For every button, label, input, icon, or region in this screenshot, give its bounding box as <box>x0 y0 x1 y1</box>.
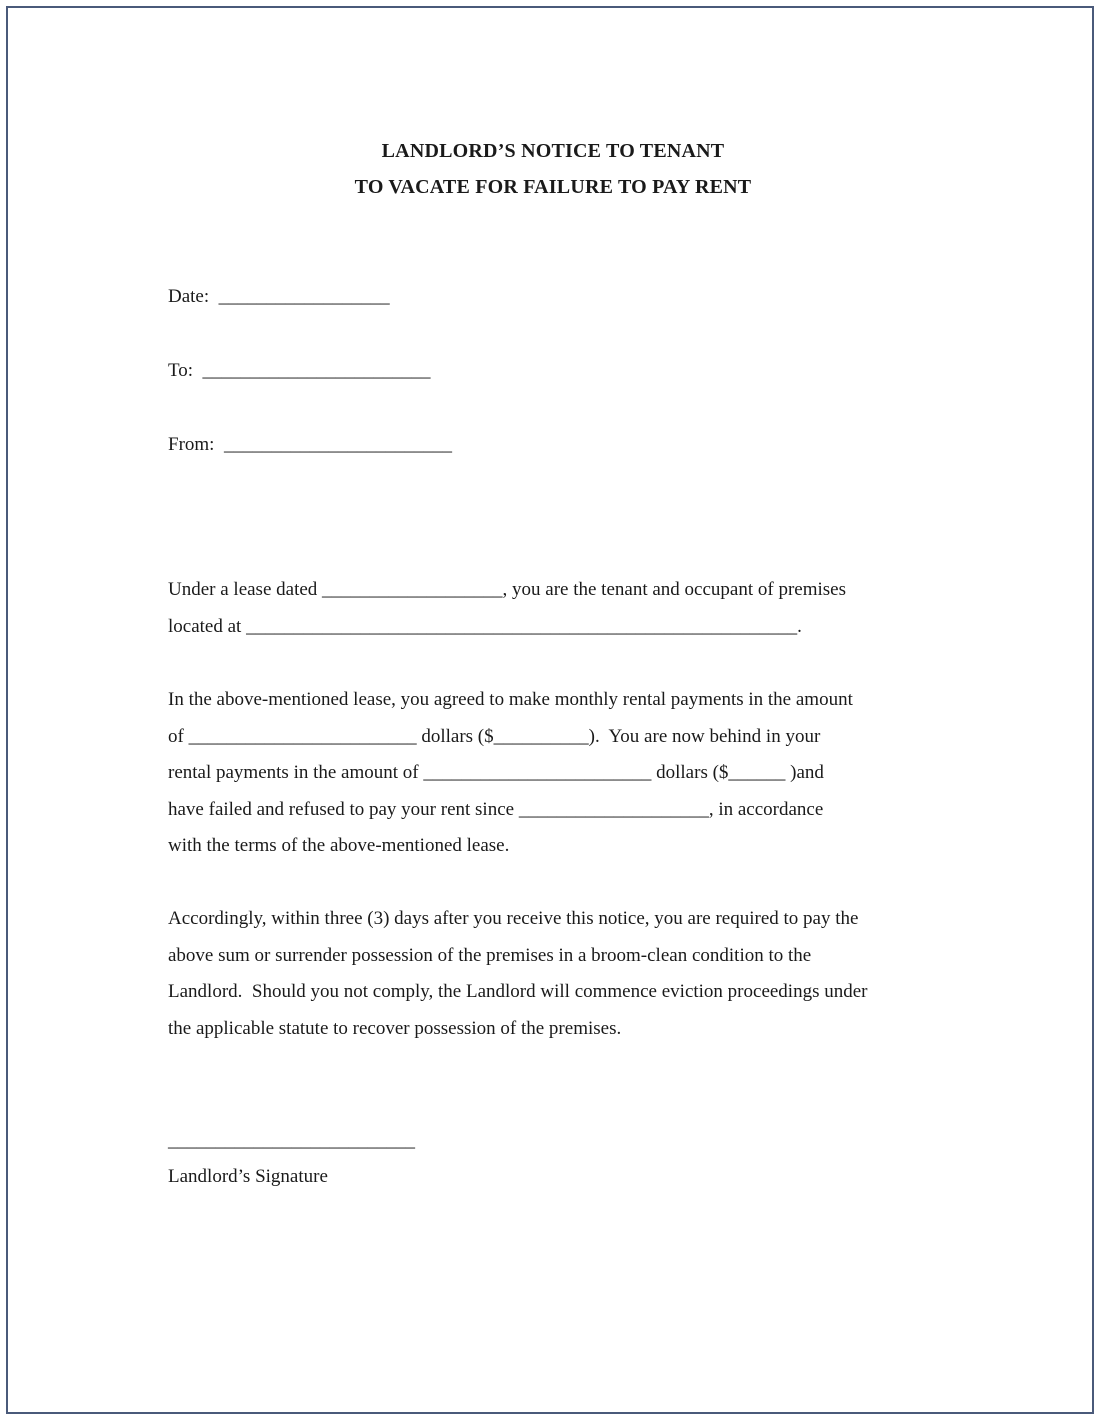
paragraph-line: located at __________________________________________________________. <box>168 615 802 637</box>
from-field: From: ________________________ <box>168 434 452 455</box>
document-title-line-1: LANDLORD’S NOTICE TO TENANT <box>381 140 725 162</box>
paragraph-line: In the above-mentioned lease, you agreed to make monthly rental payments in the amount <box>168 689 853 710</box>
signature-label: Landlord’s Signature <box>168 1166 328 1187</box>
paragraph-line: with the terms of the above-mentioned lease. <box>168 835 510 857</box>
notice-paragraph <box>168 901 958 1047</box>
paragraph-line: Landlord. Should you not comply, the Landlord will commence eviction proceedings under <box>168 981 868 1003</box>
document-title-line-2: TO VACATE FOR FAILURE TO PAY RENT <box>354 176 752 198</box>
paragraph-line: Under a lease dated ___________________, you are the tenant and occupant of premises <box>168 579 846 600</box>
to-field: To: ________________________ <box>168 360 431 381</box>
date-field: Date: __________________ <box>168 286 390 307</box>
paragraph-line: have failed and refused to pay your rent since ____________________, in accordance <box>168 798 824 820</box>
lease-paragraph <box>168 572 958 645</box>
rent-paragraph <box>168 682 958 865</box>
paragraph-line: of ________________________ dollars ($__________). You are now behind in your <box>168 725 821 747</box>
paragraph-line: Accordingly, within three (3) days after you receive this notice, you are required to pay the <box>168 908 859 929</box>
paragraph-line: the applicable statute to recover possession of the premises. <box>168 1017 622 1039</box>
signature-line: __________________________ <box>168 1130 415 1151</box>
paragraph-line: rental payments in the amount of ________________________ dollars ($______ )and <box>168 762 824 784</box>
paragraph-line: above sum or surrender possession of the premises in a broom-clean condition to the <box>168 944 812 966</box>
